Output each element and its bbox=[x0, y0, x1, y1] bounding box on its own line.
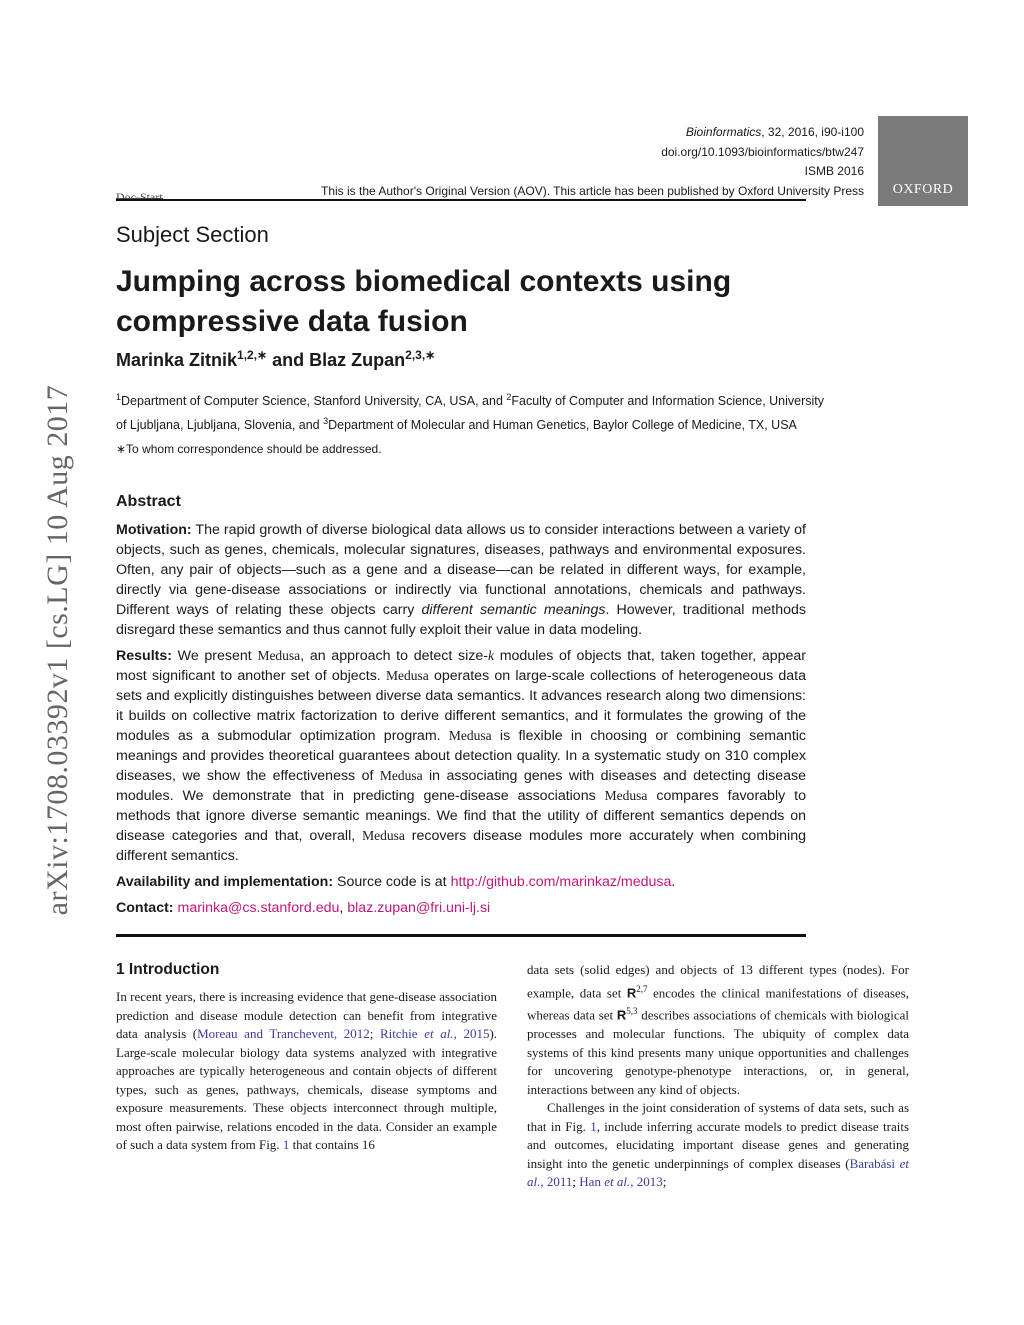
journal-header bbox=[321, 123, 864, 201]
intro-column-left bbox=[116, 961, 497, 1155]
citation-link[interactable]: Ritchie et al., 2015 bbox=[380, 1026, 490, 1041]
authors: Marinka Zitnik$^{1,2,∗}$ and Blaz Zupan$^{2,3,∗}$ bbox=[116, 348, 436, 370]
github-link[interactable]: http://github.com/marinkaz/medusa bbox=[450, 874, 672, 890]
correspondence-note: ∗To whom correspondence should be addressed. bbox=[116, 442, 382, 456]
doc-start-marker bbox=[116, 190, 163, 205]
abstract-heading: Abstract bbox=[116, 493, 181, 510]
intro-paragraph: In recent years, there is increasing evidence that gene-disease association prediction and disease module detection can benefit from integrative data analysis (Moreau and Tranchevent, 2012; Ritchie et al., 2015). Large-scale molecular biology data systems analyzed with integrative approaches are typically heterogeneous and contain objects of different types, such as genes, pathways, chemicals, disease symptoms and exposure measurements. These objects interconnect through multiple, most often pairwise, relations encoded in the data. Consider an example of such a data system from Fig. 1 that contains 16 bbox=[116, 989, 498, 1152]
intro-paragraph: data sets (solid edges) and objects of 13 different types (nodes). For example, data set R$^{2,7}$ encodes the clinical manifestations of diseases, whereas data set R$^{5,3}$ describes associations of chemicals with biological processes and molecular functions. The ubiquity of complex data systems of this kind presents many unique opportunities and challenges for uncovering genotype-phenotype interactions, or, in general, interactions between any kind of objects. bbox=[527, 962, 909, 1097]
header-rule bbox=[116, 199, 806, 201]
oxford-logo: OXFORD bbox=[878, 116, 968, 206]
abstract-results: Results: We present Medusa, an approach to detect size-k modules of objects that, taken together, appear most significant to another set of objects. Medusa operates on large-scale collections of heterogeneous data sets and explicitly distinguishes between diverse data semantics. It advances research along two dimensions: it builds on collective matrix factorization to derive different semantics, and it formulates the growing of the modules as a submodular optimization program. Medusa is flexible in choosing or combining semantic meanings and provides theoretical guarantees about detection quality. In a systematic study on 310 complex diseases, we show the effectiveness of Medusa in associating genes with diseases and detecting disease modules. We demonstrate that in predicting gene-disease associations Medusa compares favorably to methods that ignore diverse semantic meanings. We find that the utility of different semantics depends on disease categories and that, overall, Medusa recovers disease modules more accurately when combining different semantics. bbox=[116, 648, 807, 864]
intro-column-right bbox=[527, 961, 909, 1192]
paper-title: Jumping across biomedical contexts using compressive data fusion bbox=[116, 265, 732, 338]
citation-link[interactable]: Barabási et al., 2011 bbox=[527, 1155, 910, 1190]
journal-citation: Bioinformatics, 32, 2016, i90-i100 bbox=[685, 125, 864, 139]
section-heading: 1 Introduction bbox=[116, 961, 220, 978]
arxiv-stamp: arXiv:1708.03392v1 [cs.LG] 10 Aug 2017 bbox=[41, 384, 74, 916]
abstract-contact: Contact: marinka@cs.stanford.edu, blaz.zupan@fri.uni-lj.si bbox=[116, 900, 491, 916]
citation-link[interactable]: Han et al., 2013 bbox=[579, 1174, 663, 1190]
author-name: Blaz Zupan bbox=[309, 350, 406, 370]
abstract bbox=[116, 492, 806, 924]
abstract-availability: Availability and implementation: Source code is at http://github.com/marinkaz/medusa. bbox=[116, 874, 676, 890]
conference-name: ISMB 2016 bbox=[804, 164, 864, 178]
email-link[interactable]: blaz.zupan@fri.uni-lj.si bbox=[347, 900, 491, 916]
author-name: Marinka Zitnik bbox=[116, 350, 238, 370]
citation-link[interactable]: Moreau and Tranchevent, 2012 bbox=[197, 1026, 370, 1041]
figure-ref-link[interactable]: 1 bbox=[590, 1118, 597, 1134]
abstract-motivation: Motivation: The rapid growth of diverse biological data allows us to consider interactions between a variety of objects, such as genes, chemicals, molecular signatures, diseases, pathways and environmental exposures. Often, any pair of objects—such as a gene and a disease—can be related in different ways, for example, directly via gene-disease associations or indirectly via functional annotations, chemicals and pathways. Different ways of relating these objects carry different semantic meanings. However, traditional methods disregard these semantics and thus cannot fully exploit their value in data modeling. bbox=[116, 522, 806, 638]
subject-section: Subject Section bbox=[116, 222, 269, 247]
affiliations: $^1$Department of Computer Science, Stanford University, CA, USA, and $^2$Faculty of Computer and Information Science, University of Ljubljana, Ljubljana, Slovenia, and $^3$Department of Molecular and Human Genetics, Baylor College of Medicine, TX, USA bbox=[116, 392, 825, 433]
intro-paragraph: Challenges in the joint consideration of systems of data sets, such as that in Fig. 1, include inferring accurate models to predict disease traits and outcomes, elucidating important disease genes and generating insight into the genetic underpinnings of complex diseases (Barabási et al., 2011; Han et al., 2013; bbox=[527, 1100, 910, 1190]
doi[interactable]: doi.org/10.1093/bioinformatics/btw247 bbox=[661, 144, 864, 159]
version-note: This is the Author's Original Version (AOV). This article has been published by Oxford University Press bbox=[321, 183, 864, 198]
figure-ref-link[interactable]: 1 bbox=[282, 1137, 290, 1152]
section-rule bbox=[116, 934, 806, 937]
email-link[interactable]: marinka@cs.stanford.edu bbox=[177, 900, 340, 916]
